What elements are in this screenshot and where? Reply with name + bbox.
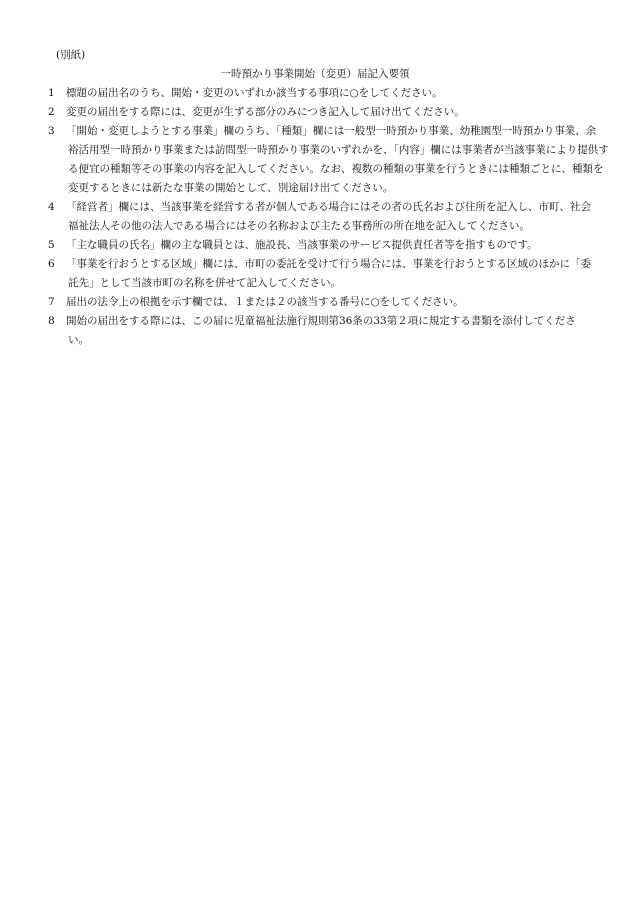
item-text-line: 変更するときには新たな事業の開始として、別途届け出てください。 [68,182,394,194]
item-number: 3 [48,125,55,137]
item-text-line: る便宜の種類等その事業の内容を記入してください。なお、複数の種類の事業を行うときには種類ごとに、種類を [68,163,604,175]
instruction-item [48,103,588,122]
item-text-line: い。 [68,334,89,346]
instruction-item [48,293,588,312]
item-number: 8 [48,315,55,327]
item-text-line: 託先」として当該市町の名称を併せて記入してください。 [68,277,341,289]
instruction-item [48,198,591,236]
item-text [66,122,609,198]
item-text-line: 届出の法令上の根拠を示す欄では、１または２の該当する番号に○をしてください。 [66,296,464,308]
item-text [66,236,588,255]
item-text [66,312,588,350]
item-number: 1 [48,87,55,99]
item-text-line: 「事業を行おうとする区域」欄には、市町の委託を受けて行う場合には、事業を行おうとする区域のほかに「委 [66,258,591,270]
item-text-line: 標題の届出名のうち、開始・変更のいずれか該当する事項に○をしてください。 [66,87,443,99]
item-text [66,103,588,122]
item-text [66,255,591,293]
item-text-line: 開始の届出をする際には、この届に児童福祉法施行規則第36条の33第２項に規定する書類を添付してくださ [66,315,576,327]
instruction-item [48,255,591,293]
item-number: 4 [48,201,55,213]
item-number: 6 [48,258,55,270]
item-text-line: 裕活用型一時預かり事業または訪問型一時預かり事業のいずれかを、「内容」欄には事業者が当該事業により提供す [68,144,609,156]
item-number: 5 [48,239,55,251]
item-text-line: 「経営者」欄には、当該事業を経営する者が個人である場合にはその者の氏名および住所を記入し、市町、社会 [66,201,591,213]
item-text-line: 「開始・変更しようとする事業」欄のうち、「種類」欄には一般型一時預かり事業、幼稚園型一時預かり事業、余 [66,125,597,137]
item-text-line: 変更の届出をする際には、変更が生ずる部分のみにつき記入して届け出てください。 [66,106,465,118]
item-text [66,198,591,236]
instruction-item [48,84,588,103]
item-text-line: 「主な職員の氏名」欄の主な職員とは、施設長、当該事業のサービス提供責任者等を指すものです。 [66,239,538,251]
instruction-item [48,312,588,350]
item-text [66,293,588,312]
instruction-item [48,236,588,255]
item-text [66,84,588,103]
item-number: 2 [48,106,55,118]
item-text-line: 福祉法人その他の法人である場合にはその名称および主たる事務所の所在地を記入してください。 [68,220,530,232]
document-title: 一時預かり事業開始（変更）届記入要領 [220,68,410,80]
instruction-list [48,84,609,350]
instruction-item [48,122,609,198]
attachment-note: (別紙) [56,49,86,61]
item-number: 7 [48,296,55,308]
